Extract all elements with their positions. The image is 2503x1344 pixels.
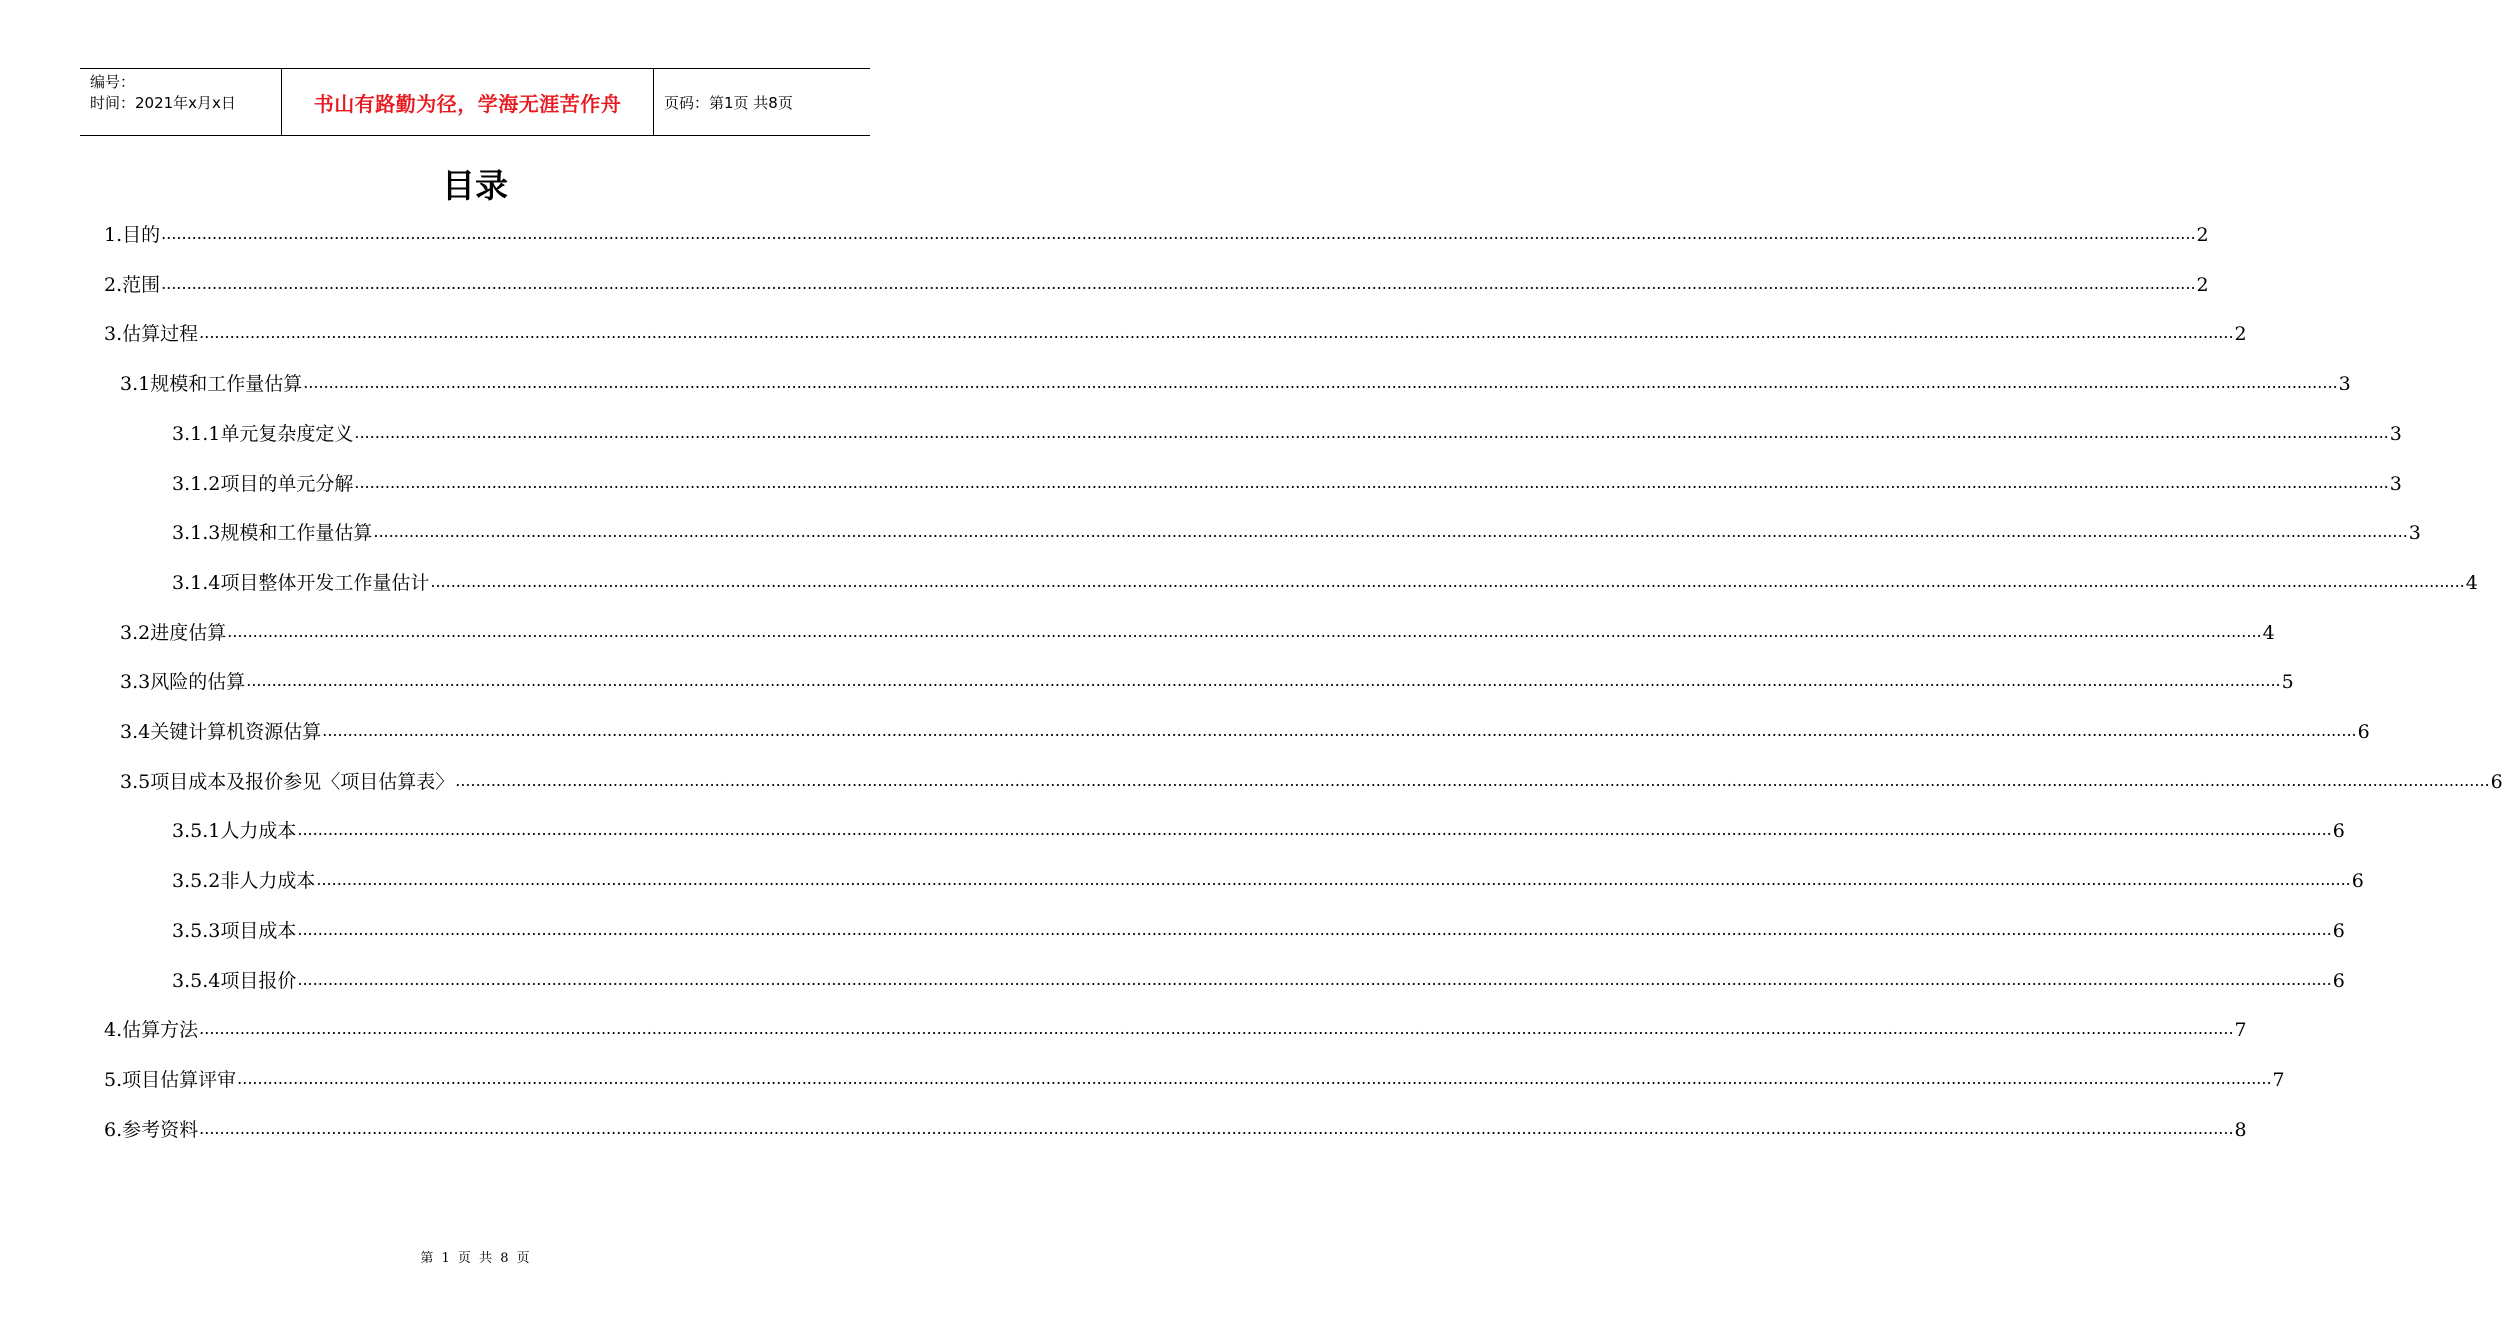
toc-leader-dots: ................................................................................................................................................................................................................................................................................................................................................................................................................ xyxy=(354,422,2389,442)
toc-entry[interactable] xyxy=(104,1067,2285,1093)
toc-entry-title: 项目成本及报价参见〈项目估算表〉 xyxy=(150,770,455,793)
toc-entry[interactable] xyxy=(120,371,2351,397)
toc-entry[interactable] xyxy=(120,769,2503,795)
toc-entry[interactable] xyxy=(172,570,2478,596)
page-info: 页码：第1页 共8页 xyxy=(664,93,793,112)
toc-entry-number: 3.5.4 xyxy=(172,969,221,992)
toc-entry[interactable] xyxy=(104,1117,2247,1143)
doc-number-label: 编号： xyxy=(90,73,136,91)
toc-entry-number: 3.1.1 xyxy=(172,422,221,445)
toc-entry-page: 8 xyxy=(2234,1118,2247,1141)
toc-entry-title: 项目整体开发工作量估计 xyxy=(220,571,430,594)
toc-entry-number: 3.1.4 xyxy=(172,571,221,594)
toc-leader-dots: ................................................................................................................................................................................................................................................................................................................................................................................................................ xyxy=(303,373,2338,393)
toc-entry-page: 6 xyxy=(2332,820,2345,843)
header-meta-cell xyxy=(80,69,282,135)
toc-entry[interactable] xyxy=(172,471,2402,497)
toc-entry-number: 3.5.3 xyxy=(172,919,221,942)
toc-entry-page: 4 xyxy=(2465,571,2478,594)
toc-entry-title: 人力成本 xyxy=(220,820,297,843)
toc-entry-page: 6 xyxy=(2490,770,2503,793)
toc-entry-page: 2 xyxy=(2196,224,2209,246)
toc-entry-number: 3.3 xyxy=(120,671,151,694)
toc-entry-title: 估算方法 xyxy=(122,1019,199,1042)
toc-entry[interactable] xyxy=(172,968,2345,994)
toc-leader-dots: ................................................................................................................................................................................................................................................................................................................................................................................................................ xyxy=(297,820,2332,840)
motto-text: 书山有路勤为径，学海无涯苦作舟 xyxy=(313,91,622,116)
toc-entry-number: 2. xyxy=(104,273,123,296)
toc-title: 目录 xyxy=(442,166,508,205)
toc-entry-number: 4. xyxy=(104,1019,123,1042)
toc-entry-number: 1. xyxy=(104,224,123,246)
toc-entry-title: 非人力成本 xyxy=(220,870,316,893)
toc-entry-title: 项目估算评审 xyxy=(122,1068,237,1091)
toc-leader-dots: ................................................................................................................................................................................................................................................................................................................................................................................................................ xyxy=(199,1019,2234,1039)
toc-entry-number: 3.5.2 xyxy=(172,870,221,893)
toc-entry-number: 5. xyxy=(104,1068,123,1091)
header-page-cell xyxy=(654,69,870,135)
toc-leader-dots: ................................................................................................................................................................................................................................................................................................................................................................................................................ xyxy=(297,919,2332,939)
toc-entry[interactable] xyxy=(172,520,2421,546)
toc-leader-dots: ................................................................................................................................................................................................................................................................................................................................................................................................................ xyxy=(161,224,2196,243)
toc-leader-dots: ................................................................................................................................................................................................................................................................................................................................................................................................................ xyxy=(199,323,2234,343)
toc-entry[interactable] xyxy=(120,620,2275,646)
toc-leader-dots: ................................................................................................................................................................................................................................................................................................................................................................................................................ xyxy=(227,621,2262,641)
toc-leader-dots: ................................................................................................................................................................................................................................................................................................................................................................................................................ xyxy=(199,1118,2234,1138)
toc-entry-title: 风险的估算 xyxy=(150,671,246,694)
toc-entry-page: 7 xyxy=(2272,1068,2285,1091)
toc-entry-title: 规模和工作量估算 xyxy=(150,373,303,396)
toc-entry-number: 3.1 xyxy=(120,373,151,396)
toc-leader-dots: ................................................................................................................................................................................................................................................................................................................................................................................................................ xyxy=(455,770,2490,790)
toc-entry-title: 目的 xyxy=(122,224,161,246)
toc-entry-page: 3 xyxy=(2389,472,2402,495)
header-motto-cell xyxy=(282,69,654,135)
toc-leader-dots: ................................................................................................................................................................................................................................................................................................................................................................................................................ xyxy=(237,1068,2272,1088)
toc-entry-number: 3.1.2 xyxy=(172,472,221,495)
toc-entry-page: 4 xyxy=(2262,621,2275,644)
toc-entry-number: 3.5 xyxy=(120,770,151,793)
toc-entry-page: 3 xyxy=(2408,522,2421,545)
toc-entry[interactable] xyxy=(172,818,2345,844)
page-header xyxy=(80,68,870,136)
toc-entry-page: 6 xyxy=(2357,721,2370,743)
toc-entry-page: 3 xyxy=(2338,373,2351,396)
toc-entry-title: 范围 xyxy=(122,273,161,296)
toc-entry-number: 3.2 xyxy=(120,621,151,644)
toc-leader-dots: ................................................................................................................................................................................................................................................................................................................................................................................................................ xyxy=(430,571,2465,591)
toc-entry-title: 项目成本 xyxy=(220,919,297,942)
toc-entry[interactable] xyxy=(172,868,2364,894)
toc-leader-dots: ................................................................................................................................................................................................................................................................................................................................................................................................................ xyxy=(297,969,2332,989)
toc-entry[interactable] xyxy=(104,272,2209,298)
toc-leader-dots: ................................................................................................................................................................................................................................................................................................................................................................................................................ xyxy=(373,522,2408,542)
toc-entry-page: 6 xyxy=(2332,919,2345,942)
page-footer: 第 1 页 共 8 页 xyxy=(420,1251,530,1266)
toc-entry-page: 7 xyxy=(2234,1019,2247,1042)
toc-entry[interactable] xyxy=(104,1017,2247,1043)
toc-entry-title: 进度估算 xyxy=(150,621,227,644)
toc-entry[interactable] xyxy=(120,719,2370,745)
toc-entry-page: 5 xyxy=(2281,671,2294,694)
toc-leader-dots: ................................................................................................................................................................................................................................................................................................................................................................................................................ xyxy=(246,671,2281,691)
toc-entry-title: 关键计算机资源估算 xyxy=(150,721,322,743)
date-label: 时间：2021年x月x日 xyxy=(90,94,236,112)
toc-entry-page: 3 xyxy=(2389,422,2402,445)
toc-entry-number: 6. xyxy=(104,1118,123,1141)
toc-leader-dots: ................................................................................................................................................................................................................................................................................................................................................................................................................ xyxy=(161,273,2196,293)
toc-entry-number: 3.4 xyxy=(120,721,151,743)
toc-entry[interactable] xyxy=(172,421,2402,447)
toc-entry-number: 3.5.1 xyxy=(172,820,221,843)
toc-entry-title: 项目的单元分解 xyxy=(220,472,354,495)
toc-entry[interactable] xyxy=(172,918,2345,944)
toc-entry[interactable] xyxy=(120,669,2294,695)
toc-entry-number: 3. xyxy=(104,323,123,346)
toc-entry[interactable] xyxy=(104,222,2209,248)
toc-entry-page: 2 xyxy=(2196,273,2209,296)
toc-entry-page: 6 xyxy=(2351,870,2364,893)
toc-entry-title: 规模和工作量估算 xyxy=(220,522,373,545)
toc-entry-title: 参考资料 xyxy=(122,1118,199,1141)
toc-entry-number: 3.1.3 xyxy=(172,522,221,545)
toc-entry-page: 2 xyxy=(2234,323,2247,346)
toc-leader-dots: ................................................................................................................................................................................................................................................................................................................................................................................................................ xyxy=(322,721,2357,740)
toc-entry-title: 项目报价 xyxy=(220,969,297,992)
toc-entry-title: 单元复杂度定义 xyxy=(220,422,354,445)
toc-leader-dots: ................................................................................................................................................................................................................................................................................................................................................................................................................ xyxy=(316,870,2351,890)
toc-entry[interactable] xyxy=(104,321,2247,347)
toc-leader-dots: ................................................................................................................................................................................................................................................................................................................................................................................................................ xyxy=(354,472,2389,492)
toc-entry-title: 估算过程 xyxy=(122,323,199,346)
toc-entry-page: 6 xyxy=(2332,969,2345,992)
